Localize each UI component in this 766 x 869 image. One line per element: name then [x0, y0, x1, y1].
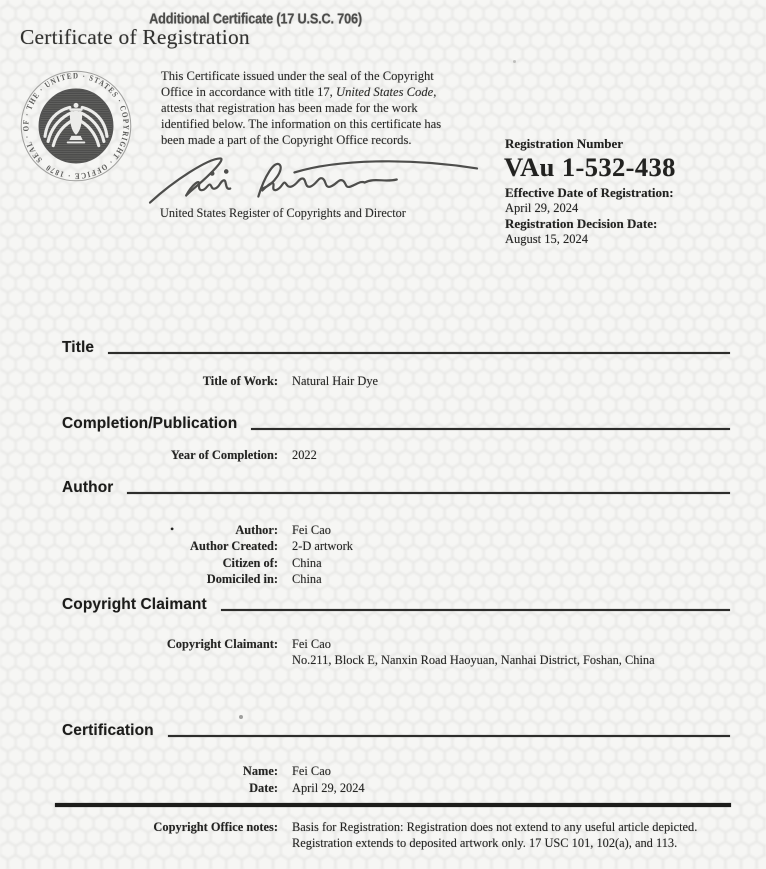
field-row	[62, 538, 730, 554]
page-title: Certificate of Registration	[20, 25, 250, 49]
field-value: Fei Cao	[292, 523, 331, 537]
section-rule	[221, 609, 730, 611]
effective-date-value: April 29, 2024	[505, 200, 579, 215]
field-row	[62, 522, 730, 538]
field-label: Date:	[249, 781, 278, 795]
field-row	[62, 571, 730, 587]
certificate-intro-paragraph	[161, 68, 467, 148]
signer-title: United States Register of Copyrights and Director	[160, 206, 406, 220]
field-value: 2-D artwork	[292, 539, 353, 554]
additional-certificate-stamp: Additional Certificate (17 U.S.C. 706)	[149, 10, 362, 27]
section-title	[62, 339, 730, 389]
field-row	[62, 373, 730, 389]
decision-date-value: August 15, 2024	[505, 231, 588, 246]
section-completion-publication	[62, 415, 730, 463]
decision-date-label: Registration Decision Date:	[505, 216, 658, 231]
scan-speck	[239, 715, 243, 719]
register-signature	[146, 152, 482, 208]
field-row	[62, 447, 730, 463]
section-completion-heading: Completion/Publication	[62, 415, 238, 432]
footer-divider-line	[55, 803, 731, 807]
section-rule	[127, 492, 730, 494]
effective-date-label: Effective Date of Registration:	[505, 185, 674, 200]
seal-ring-text: SEAL · OF · THE · UNITED · STATES · COPYRIGHT · OFFICE · 1870	[21, 71, 131, 181]
section-copyright-claimant	[62, 596, 730, 669]
section-rule	[251, 428, 730, 430]
field-label: Domiciled in:	[206, 571, 278, 586]
field-row	[62, 780, 730, 797]
field-value: Fei Cao	[292, 764, 331, 778]
claimant-name: Fei Cao	[292, 637, 331, 651]
registration-number-value: VAu 1-532-438	[504, 152, 676, 182]
field-value: April 29, 2024	[292, 781, 365, 795]
field-label: Citizen of:	[222, 555, 278, 570]
field-label: Author:	[235, 523, 278, 537]
field-row	[62, 636, 730, 669]
notes-value: Basis for Registration: Registration does not extend to any useful article depicted. Registration extends to deposited artwork only. 17 USC 101, 102(a), and 113.	[292, 820, 698, 850]
registration-number-label: Registration Number	[505, 136, 624, 151]
field-row	[62, 763, 730, 780]
scan-speck	[513, 60, 516, 63]
field-label: Name:	[242, 764, 278, 778]
field-value: China	[292, 555, 322, 570]
field-label: Author Created:	[190, 539, 278, 554]
claimant-address: No.211, Block E, Nanxin Road Haoyuan, Nanhai District, Foshan, China	[292, 653, 655, 668]
section-rule	[168, 735, 730, 737]
notes-label: Copyright Office notes:	[153, 820, 278, 834]
field-value: 2022	[292, 448, 317, 462]
intro-text-after: , attests that registration has been made for the work identified below. The information on this certificate has been made a part of the Copyright Office records.	[161, 85, 442, 148]
section-rule	[108, 352, 730, 354]
section-claimant-heading: Copyright Claimant	[62, 596, 207, 613]
field-label: Year of Completion:	[170, 448, 278, 462]
field-label: Title of Work:	[202, 374, 278, 388]
field-value: China	[292, 571, 322, 586]
seal-icon	[14, 64, 138, 188]
field-value: Natural Hair Dye	[292, 374, 379, 388]
field-row	[62, 555, 730, 571]
section-certification-heading: Certification	[62, 722, 154, 739]
section-author	[62, 479, 730, 587]
section-certification	[62, 722, 730, 797]
copyright-office-seal	[14, 64, 138, 188]
intro-text-before: This Certificate issued under the seal of the Copyright Office in accordance with title 17,	[161, 69, 434, 100]
registration-block	[505, 136, 755, 247]
section-title-heading: Title	[62, 339, 95, 356]
intro-text-italic: United States Code	[335, 85, 434, 100]
author-bullet: •	[170, 522, 175, 536]
section-author-heading: Author	[62, 479, 114, 496]
signature-icon	[146, 152, 482, 208]
field-label: Copyright Claimant:	[166, 637, 278, 651]
copyright-office-notes	[62, 820, 730, 851]
